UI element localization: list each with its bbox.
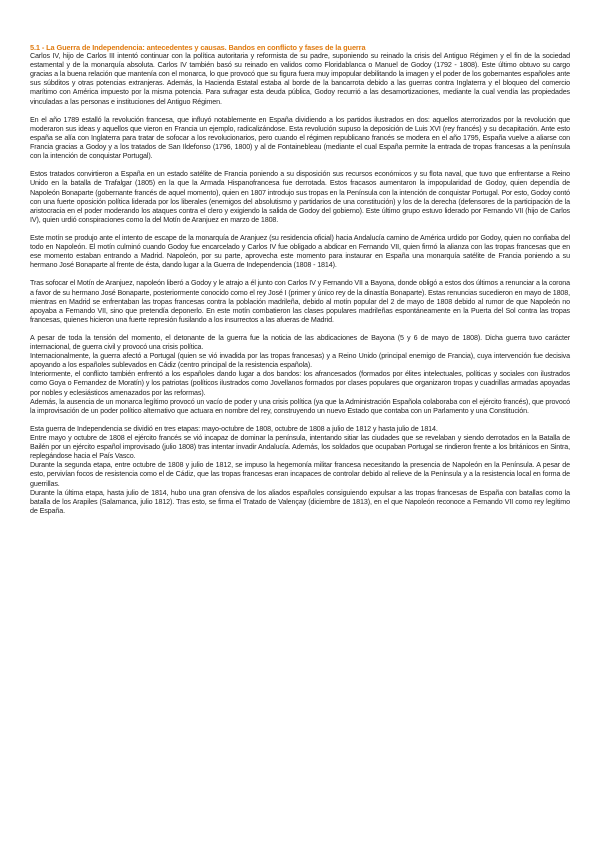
paragraph-etapas (30, 425, 570, 516)
paragraph-text: Estos tratados convirtieron a España en un estado satélite de Francia poniendo a su disposición sus recursos económicos y su flota naval, que tuvo que enfrentarse a Reino Unido en la batalla de Trafalgar (1805) en la que la Armada Hispanofrancesa fue derrotada. Estos fracasos aumentaron la impopularidad de Godoy, quien dependía de Napoleón Bonaparte (gobernante francés de aquel momento), quien en 1807 introdujo sus tropas en la Península con la intención de conquistar Portugal. Por esto, Godoy contó con una fuerte oposición política liderada por los liberales (enemigos del absolutismo y partidarios de una constitución) y los de la derecha (defensores de la participación de la aristocracia en el poder moderando los ataques contra el clero y exigiendo la salida de Godoy del gobierno). Este último grupo estuvo liderado por Fernando VII (hijo de Carlos IV), quien urdió conspiraciones como la del Motín de Aranjuez en marzo de 1808. (30, 170, 570, 224)
paragraph-motin-aranjuez (30, 234, 570, 270)
section-title: 5.1 - La Guerra de Independencia: antecedentes y causas. Bandos en conflicto y fases de la guerra (30, 43, 366, 52)
paragraph-revolucion-francesa (30, 116, 570, 161)
paragraph-causas-guerra (30, 334, 570, 416)
paragraph-bayona (30, 279, 570, 324)
paragraph-text: Tras sofocar el Motín de Aranjuez, napoleón liberó a Godoy y le atrajo a él junto con Carlos IV y Fernando VII a Bayona, donde obligó a estos dos últimos a renunciar a la corona a favor de su hermano José Bonaparte, posteriormente conocido como el rey José I (primer y único rey de la dinastía Bonaparte). Estas renuncias sucedieron en mayo de 1808, mientras en Madrid se enfrentaban las tropas francesas contra la población madrileña, debido al motín popular del 2 de mayo de 1808 debido al rumor de que Napoleón no apoyaba a Fernando VII, sino que pretendía deponerlo. En este motín combatieron las clases populares madrileñas espontáneamente en la Puerta del Sol contra las tropas francesas, quienes hicieron una fuerte represión fusilando a los insurrectos a las afueras de Madrid. (30, 279, 570, 324)
paragraph-text: Durante la última etapa, hasta julio de 1814, hubo una gran ofensiva de los aliados españoles consiguiendo expulsar a las tropas francesas de España con batallas como la batalla de los Arapiles (Salamanca, julio 1812). Tras esto, se firma el Tratado de Valençay (diciembre de 1813), en el que Napoleón reconoce a Fernando VII como rey legítimo de España. (30, 488, 570, 515)
paragraph-text: A pesar de toda la tensión del momento, el detonante de la guerra fue la noticia de las abdicaciones de Bayona (5 y 6 de mayo de 1808). Dicha guerra tuvo carácter internacional, de guerra civil y provocó una crisis política. (30, 334, 570, 352)
paragraph-text: En el año 1789 estalló la revolución francesa, que influyó notablemente en España dividiendo a los partidos ilustrados en dos: aquellos aterrorizados por la revolución que moderaron sus ideas y aquellos que vieron en Francia un ejemplo, radicalizándose. Esta revolución supuso la deposición de Luis XVI (rey francés) y su decapitación. Ante esto españa se alía con Inglaterra para tratar de sofocar a los revolucionarios, pero cuando el régimen republicano francés se modera en el año 1795, España vuelve a aliarse con Francia gracias a Godoy y a los tratados de San Ildefonso (1796, 1800) y al de Fontainebleau (mediante el cual España permite la entrada de tropas francesas a la península con la intención de conquistar Portugal). (30, 115, 570, 161)
paragraph-tratados (30, 170, 570, 225)
paragraph-text: Carlos IV, hijo de Carlos III intentó continuar con la política autoritaria y reformista de su padre, suponiendo su reinado la crisis del Antiguo Régimen y el fin de la sociedad estamental y de la monarquía absoluta. Carlos IV también basó su reinado en validos como Floridablanca o Manuel de Godoy (1792 - 1808). Este último obtuvo su cargo gracias a la buena relación que mantenía con el monarca, lo que provocó que su figura fuera muy impopular debilitando la imagen y el poder de los gobernantes españoles ante sus súbditos y otras potencias extranjeras. Además, la Hacienda Estatal estaba al borde de la bancarrota debido a las guerras contra Inglaterra y el bloqueo del comercio marítimo con América impuesto por la misma potencia. Para sufragar esta deuda pública, Godoy recurrió a las desamortizaciones, mediante la cual vendía las propiedades vinculadas a las personas e instituciones del Antiguo Régimen. (30, 52, 570, 106)
paragraph-text: Además, la ausencia de un monarca legítimo provocó un vacío de poder y una crisis política (ya que la Administración Española colaboraba con el ejército francés), que provocó la improvisación de un poder político alternativo que actuara en nombre del rey, construyendo un nuevo Estado que contaba con un Parlamento y una Constitución. (30, 397, 570, 415)
paragraph-text: Internacionalmente, la guerra afectó a Portugal (quien se vió invadida por las tropas francesas) y a Reino Unido (principal enemigo de Francia), cuya intervención fue decisiva apoyando a los españoles sublevados en Cádiz (centro principal de la resistencia española). (30, 352, 570, 370)
paragraph-text: Entre mayo y octubre de 1808 el ejército francés se vió incapaz de dominar la península, intentando sitiar las ciudades que se revelaban y siendo derrotados en la Batalla de Bailén por un ejército español improvisado (julio 1808) tras intentar invadir Andalucía. Además, los soldados que ocupaban Portugal se rindieron frente a los británicos en Sintra, replegándose hacia el País Vasco. (30, 434, 570, 461)
paragraph-antecedentes (30, 52, 570, 107)
paragraph-text: Este motín se produjo ante el intento de escape de la monarquía de Aranjuez (su residencia oficial) hacia Andalucía camino de América urdido por Godoy, quien no confiaba del todo en Napoleón. El motín culminó cuando Godoy fue encarcelado y Carlos IV fue obligado a abdicar en Fernando VII, quien firmó la alianza con las tropas francesas que en ese momento estaban entrando a Madrid. Napoleón, por su parte, aprovecha este momento para instaurar en España una monarquía satélite de Francia poniendo a su hermano José Bonaparte al frente de ésta, dando lugar a la Guerra de Independencia (1808 - 1814). (30, 233, 570, 270)
paragraph-text: Durante la segunda etapa, entre octubre de 1808 y julio de 1812, se impuso la hegemonía militar francesa necesitando la presencia de Napoleón en la Península. A pesar de esto, pervivían focos de resistencia como el de Cádiz, que las tropas francesas eran incapaces de controlar debido al relieve de la Península y a la resistencia local en forma de guerrillas. (30, 461, 570, 488)
paragraph-text: Esta guerra de Independencia se dividió en tres etapas: mayo-octubre de 1808, octubre de 1808 a julio de 1812 y hasta julio de 1814. (30, 424, 438, 433)
document-page (30, 43, 570, 525)
paragraph-text: Interiormente, el conflicto también enfrentó a los españoles dando lugar a dos bandos: los afrancesados (formados por élites intelectuales, políticas y sociales con ilustrados como Goya o Fernandez de Moratín) y los patriotas (políticos ilustrados como Jovellanos formados por clases populares que organizaron tropas y cuadrillas armadas apoyadas por nobles y eclesiásticos amenazados por las reformas). (30, 370, 570, 397)
